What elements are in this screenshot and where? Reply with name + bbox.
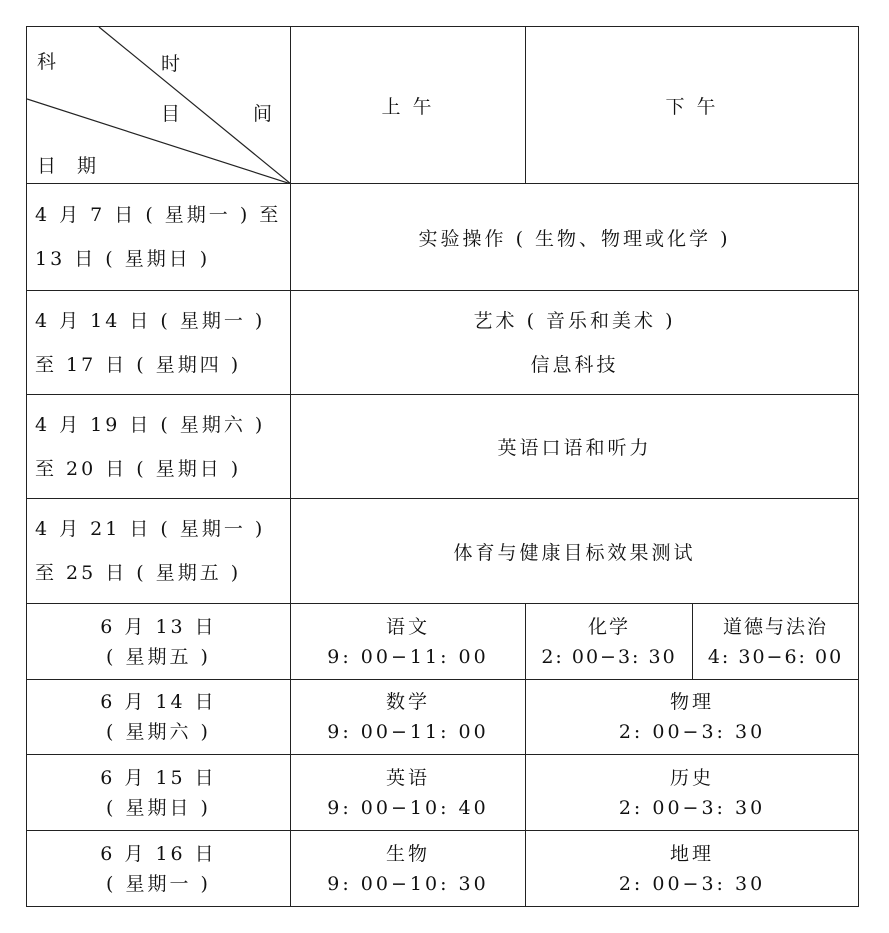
practical-date-cell — [27, 499, 291, 604]
exam-pm-subject: 物理 — [670, 691, 715, 713]
exam-weekday: ( 星期日 ) — [106, 796, 211, 819]
exam-am-time: 9: 00−10: 30 — [327, 872, 489, 895]
exam-weekday: ( 星期六 ) — [106, 721, 211, 743]
exam-pm-time: 2: 00−3: 30 — [618, 721, 766, 743]
practical-date-line: 4 月 7 日 ( 星期一 ) 至 — [35, 204, 282, 226]
exam-date: 6 月 13 日 — [100, 615, 217, 638]
corner-diagonal-lines — [27, 27, 291, 184]
exam-pm2-cell — [693, 604, 859, 680]
corner-header-cell — [27, 27, 291, 184]
corner-subject-char-2: 目 — [161, 103, 184, 125]
practical-subject-line: 英语口语和听力 — [497, 437, 652, 459]
exam-pm1-time: 2: 00−3: 30 — [541, 645, 677, 668]
corner-subject-char-1: 科 — [37, 51, 60, 73]
exam-pm2-subject: 道德与法治 — [723, 615, 829, 638]
exam-schedule-table — [26, 26, 859, 907]
exam-am-cell — [291, 680, 526, 755]
practical-date-cell — [27, 395, 291, 499]
corner-time-char-1: 时 — [161, 53, 184, 75]
exam-pm-subject: 历史 — [670, 766, 715, 789]
exam-row — [27, 755, 859, 831]
exam-pm1-cell — [526, 604, 693, 680]
exam-pm-subject: 地理 — [670, 842, 715, 865]
exam-date: 6 月 14 日 — [100, 691, 217, 713]
exam-am-time: 9: 00−11: 00 — [327, 645, 489, 668]
corner-date-char-2: 期 — [77, 155, 100, 177]
practical-date-line: 4 月 14 日 ( 星期一 ) — [35, 309, 266, 332]
exam-weekday: ( 星期一 ) — [106, 872, 211, 895]
exam-row — [27, 831, 859, 907]
corner-date-char-1: 日 — [37, 155, 60, 177]
exam-am-cell — [291, 604, 526, 680]
practical-subject-line: 实验操作 ( 生物、物理或化学 ) — [418, 227, 731, 250]
exam-date-cell — [27, 755, 291, 831]
practical-row — [27, 395, 859, 499]
exam-am-cell — [291, 831, 526, 907]
exam-pm1-subject: 化学 — [587, 615, 630, 638]
practical-date-line: 13 日 ( 星期日 ) — [35, 248, 211, 270]
practical-row — [27, 184, 859, 291]
exam-date: 6 月 15 日 — [100, 766, 217, 789]
exam-pm-time: 2: 00−3: 30 — [618, 796, 766, 819]
practical-subject-line: 体育与健康目标效果测试 — [453, 541, 696, 564]
exam-am-subject: 语文 — [385, 615, 430, 638]
practical-date-cell — [27, 184, 291, 291]
practical-subject-cell — [291, 184, 859, 291]
practical-subject-cell — [291, 395, 859, 499]
afternoon-header: 下 午 — [526, 27, 859, 184]
exam-am-subject: 英语 — [385, 766, 430, 789]
header-row — [27, 27, 859, 184]
practical-subject-line: 艺术 ( 音乐和美术 ) — [473, 309, 676, 332]
practical-subject-cell — [291, 291, 859, 395]
exam-date-cell — [27, 680, 291, 755]
practical-date-line: 4 月 21 日 ( 星期一 ) — [35, 518, 266, 540]
exam-am-time: 9: 00−11: 00 — [327, 721, 489, 743]
exam-am-subject: 数学 — [385, 691, 430, 713]
exam-am-cell — [291, 755, 526, 831]
practical-date-cell — [27, 291, 291, 395]
morning-header: 上 午 — [291, 27, 526, 184]
practical-subject-line: 信息科技 — [530, 353, 619, 376]
practical-date-line: 4 月 19 日 ( 星期六 ) — [35, 413, 266, 436]
corner-time-char-2: 间 — [253, 103, 276, 125]
practical-date-line: 至 25 日 ( 星期五 ) — [35, 562, 242, 584]
exam-row — [27, 680, 859, 755]
exam-row — [27, 604, 859, 680]
practical-row — [27, 499, 859, 604]
exam-pm2-time: 4: 30−6: 00 — [707, 645, 844, 668]
exam-am-time: 9: 00−10: 40 — [327, 796, 489, 819]
exam-pm-cell — [526, 680, 859, 755]
practical-date-line: 至 17 日 ( 星期四 ) — [35, 353, 242, 376]
exam-date-cell — [27, 604, 291, 680]
practical-row — [27, 291, 859, 395]
exam-pm-cell — [526, 831, 859, 907]
exam-pm-time: 2: 00−3: 30 — [618, 872, 766, 895]
exam-date-cell — [27, 831, 291, 907]
exam-pm-cell — [526, 755, 859, 831]
exam-date: 6 月 16 日 — [100, 842, 217, 865]
exam-am-subject: 生物 — [385, 842, 430, 865]
practical-date-line: 至 20 日 ( 星期日 ) — [35, 457, 242, 480]
practical-subject-cell — [291, 499, 859, 604]
exam-weekday: ( 星期五 ) — [106, 645, 211, 668]
